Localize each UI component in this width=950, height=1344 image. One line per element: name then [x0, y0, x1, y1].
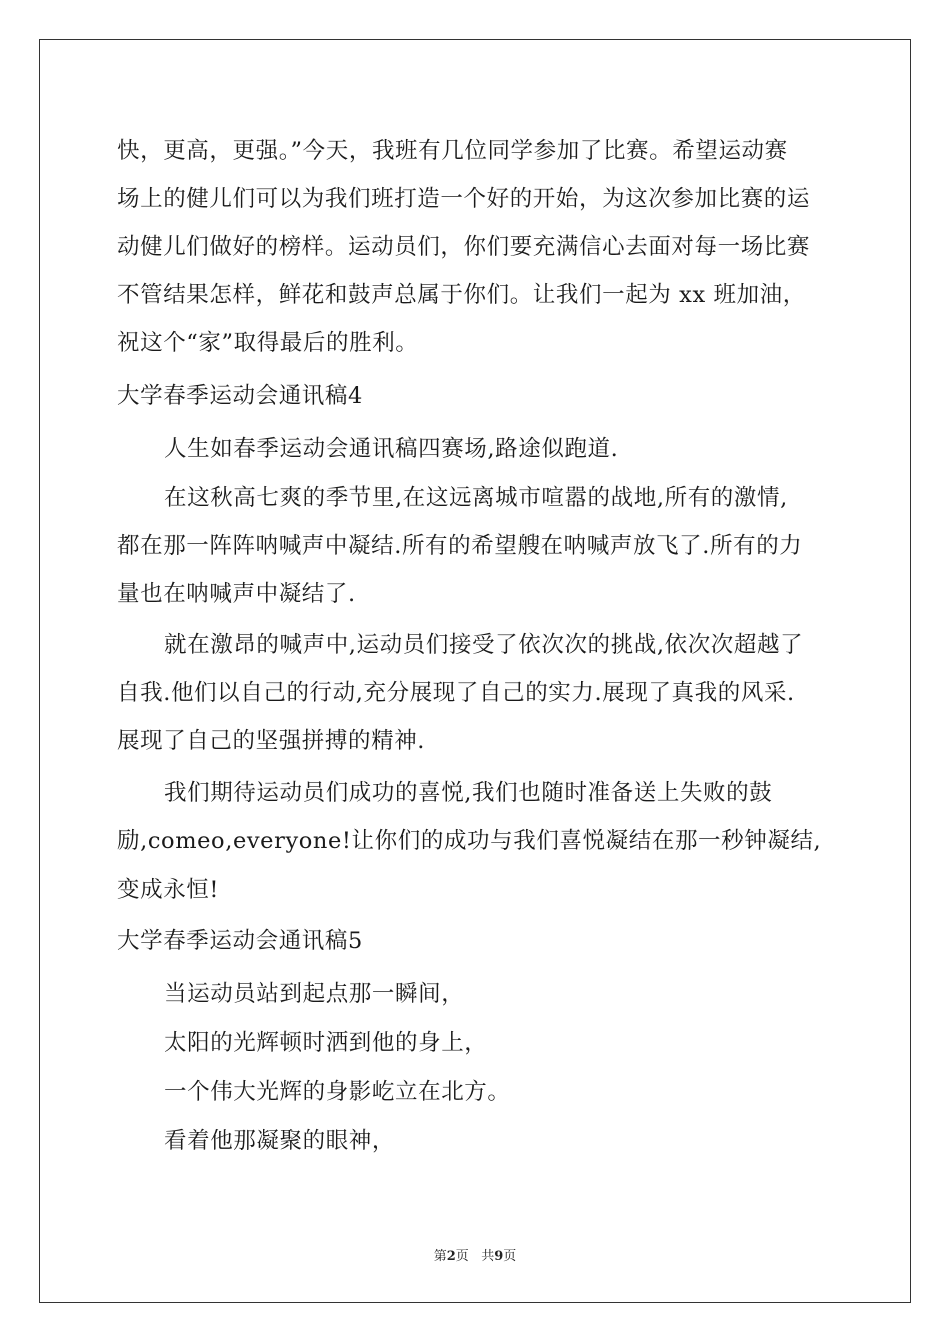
poem-line: 当运动员站到起点那一瞬间，: [164, 981, 465, 1007]
paragraph-line: 励,comeo,everyone!让你们的成功与我们喜悦凝结在那一秒钟凝结,: [117, 828, 822, 854]
text-line: 场上的健儿们可以为我们班打造一个好的开始，为这次参加比赛的运: [117, 186, 811, 212]
paragraph-line: 自我.他们以自己的行动,充分展现了自己的实力.展现了真我的风采.: [117, 680, 795, 706]
paragraph-line: 就在激昂的喊声中,运动员们接受了依次次的挑战,依次次超越了: [164, 632, 804, 658]
paragraph-line: 量也在呐喊声中凝结了.: [117, 581, 356, 607]
paragraph-line: 在这秋高七爽的季节里,在这远离城市喧嚣的战地,所有的激情,: [164, 485, 788, 511]
text-line: 不管结果怎样，鲜花和鼓声总属于你们。让我们一起为 xx 班加油，: [117, 282, 806, 308]
poem-line: 太阳的光辉顿时洒到他的身上，: [164, 1030, 488, 1056]
total-pages: 9: [494, 1249, 504, 1264]
poem-line: 看着他那凝聚的眼神，: [164, 1128, 396, 1154]
text-line: 快，更高，更强。”今天，我班有几位同学参加了比赛。希望运动赛: [117, 138, 788, 164]
text-line: 祝这个“家”取得最后的胜利。: [117, 330, 419, 356]
page-footer: [0, 1245, 950, 1264]
page-suffix: 页: [455, 1249, 469, 1264]
page-frame: [39, 39, 911, 1303]
paragraph-line: 我们期待运动员们成功的喜悦,我们也随时准备送上失败的鼓: [164, 780, 773, 806]
section-heading: 大学春季运动会通讯稿4: [117, 383, 363, 409]
paragraph-line: 展现了自己的坚强拼搏的精神.: [117, 728, 426, 754]
paragraph-line: 都在那一阵阵呐喊声中凝结.所有的希望艘在呐喊声放飞了.所有的力: [117, 533, 803, 559]
paragraph-line: 变成永恒!: [117, 877, 220, 903]
paragraph-line: 人生如春季运动会通讯稿四赛场,路途似跑道.: [164, 436, 619, 462]
section-heading: 大学春季运动会通讯稿5: [117, 928, 363, 954]
page-number: 2: [446, 1249, 456, 1264]
poem-line: 一个伟大光辉的身影屹立在北方。: [164, 1079, 511, 1105]
total-suffix: 页: [503, 1249, 517, 1264]
page-prefix: 第: [433, 1249, 447, 1264]
text-line: 动健儿们做好的榜样。运动员们，你们要充满信心去面对每一场比赛: [117, 234, 811, 260]
total-prefix: 共: [481, 1249, 495, 1264]
